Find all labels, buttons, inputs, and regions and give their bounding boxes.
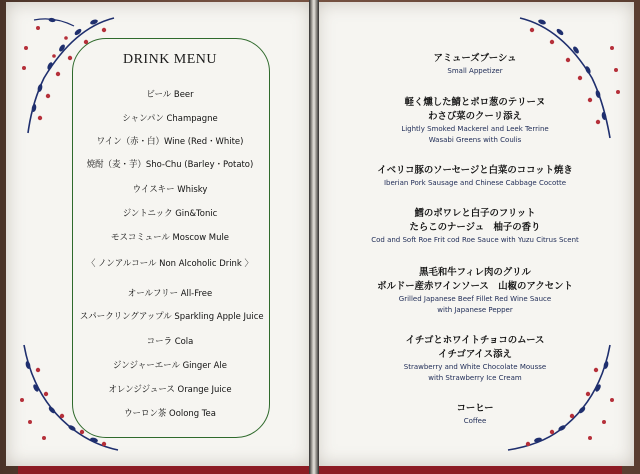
- course-jp: イチゴとホワイトチョコのムース: [405, 335, 545, 346]
- course-en: Small Appetizer: [447, 67, 503, 75]
- course-jp: コーヒー: [456, 403, 494, 414]
- drink-item: スパークリングアップル Sparkling Apple Juice: [79, 311, 264, 322]
- course-en: Wasabi Greens with Coulis: [428, 136, 522, 144]
- drink-item: モスコミュール Moscow Mule: [110, 232, 229, 243]
- drink-item: ウイスキー Whisky: [132, 184, 208, 195]
- course-jp: イチゴアイス添え: [438, 349, 512, 360]
- non-alcoholic-heading: 〈 ノンアルコール Non Alcoholic Drink 〉: [87, 258, 253, 269]
- course-jp: イベリコ豚のソーセージと白菜のココット焼き: [377, 165, 573, 176]
- drink-item: ジンジャーエール Ginger Ale: [113, 360, 227, 371]
- floral-flourish-icon: [14, 8, 124, 138]
- course-jp: 黒毛和牛フィレ肉のグリル: [419, 267, 531, 278]
- course-beef: [316, 266, 634, 316]
- course-en: Strawberry and White Chocolate Mousse: [403, 363, 547, 371]
- course-en: with Strawberry Ice Cream: [428, 374, 522, 382]
- course-en: Lightly Smoked Mackerel and Leek Terrine: [401, 125, 549, 133]
- course-jp: たらこのナージュ 柚子の香り: [409, 222, 541, 233]
- course-jp: アミューズブーシュ: [433, 53, 517, 64]
- course-en: Coffee: [463, 417, 487, 425]
- drink-item: コーラ Cola: [146, 336, 194, 347]
- course-jp: 軽く燻した鯖とポロ葱のテリーヌ: [404, 97, 546, 108]
- drink-item: シャンパン Champagne: [122, 113, 218, 124]
- drink-item: ジントニック Gin&Tonic: [122, 208, 218, 219]
- drink-menu-title: DRINK MENU: [122, 52, 218, 67]
- course-sausage: [316, 164, 634, 189]
- drink-item: ビール Beer: [146, 89, 194, 100]
- floral-flourish-icon: [14, 340, 124, 460]
- course-en: Grilled Japanese Beef Fillet Red Wine Sauce: [398, 295, 552, 303]
- course-en: Iberian Pork Sausage and Chinese Cabbage Cocotte: [383, 179, 567, 187]
- drink-item: ワイン（赤・白）Wine (Red・White): [96, 136, 244, 147]
- drink-item: ウーロン茶 Oolong Tea: [124, 408, 216, 419]
- floral-flourish-icon: [500, 340, 620, 460]
- drink-item: オレンジジュース Orange Juice: [108, 384, 232, 395]
- drink-item: オールフリー All-Free: [127, 288, 213, 299]
- course-jp: 鱈のポワレと白子のフリット: [414, 208, 536, 219]
- course-cod: [316, 207, 634, 246]
- drink-item: 焼酎（麦・芋）Sho-Chu (Barley・Potato): [86, 159, 254, 170]
- floral-flourish-icon: [512, 8, 630, 143]
- course-en: Cod and Soft Roe Frit cod Roe Sauce with Yuzu Citrus Scent: [371, 236, 579, 244]
- course-jp: わさび菜のクーリ添え: [428, 111, 522, 122]
- course-jp: ボルドー産赤ワインソース 山椒のアクセント: [377, 281, 573, 292]
- course-en: with Japanese Pepper: [437, 306, 513, 314]
